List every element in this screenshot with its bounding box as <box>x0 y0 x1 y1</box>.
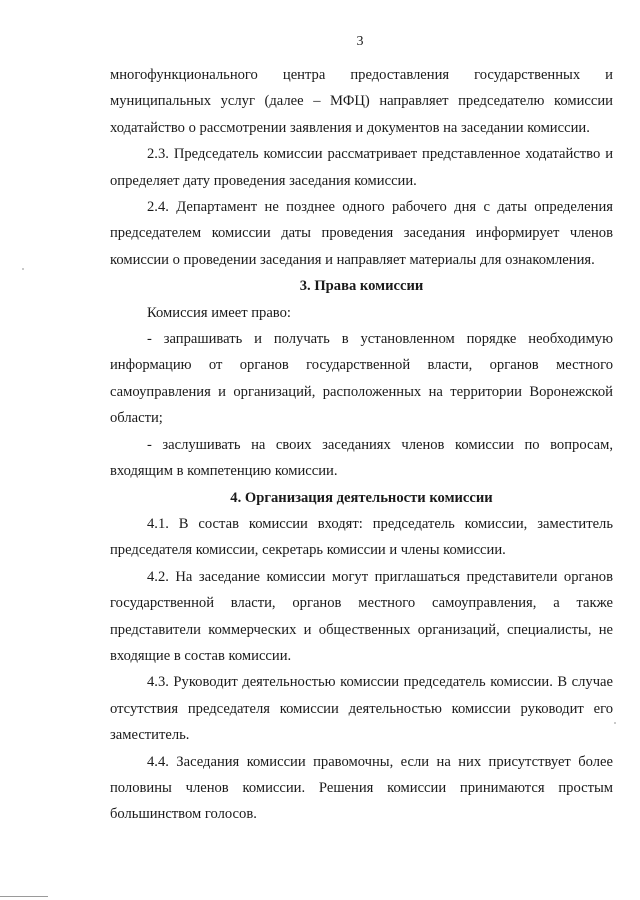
paragraph-2-4: 2.4. Департамент не позднее одного рабочего дня с даты определения председателем комиссии даты проведения заседания информирует членов комиссии о проведении заседания и направляет материалы для ознакомления. <box>110 199 613 268</box>
paragraph-mfc-petition: многофункционального центра предоставления государственных и муниципальных услуг (далее – МФЦ) направляет председателю комиссии ходатайство о рассмотрении заявления и документов на заседании комиссии. <box>110 67 613 136</box>
page-number: 3 <box>356 34 364 49</box>
paragraph-2-3: 2.3. Председатель комиссии рассматривает представленное ходатайство и определяет дату проведения заседания комиссии. <box>110 146 613 189</box>
paragraph-4-1: 4.1. В состав комиссии входят: председатель комиссии, заместитель председателя комиссии, секретарь комиссии и члены комиссии. <box>110 515 613 559</box>
paragraph-rights-intro: Комиссия имеет право: <box>147 304 291 321</box>
section-heading-4: 4. Организация деятельности комиссии <box>230 489 493 506</box>
paragraph-rights-hear-members: - заслушивать на своих заседаниях членов комиссии по вопросам, входящим в компетенцию комиссии. <box>110 436 613 480</box>
document-body <box>110 62 613 828</box>
paragraph-4-2: 4.2. На заседание комиссии могут приглашаться представители органов государственной власти, органов местного самоуправления, а также представители коммерческих и общественных организаций, специалисты, не входящие в состав комиссии. <box>110 568 613 664</box>
scan-speck <box>614 722 616 724</box>
scan-speck <box>22 268 24 270</box>
section-heading-3: 3. Права комиссии <box>299 278 424 295</box>
paragraph-4-3: 4.3. Руководит деятельностью комиссии председатель комиссии. В случае отсутствия председателя комиссии деятельностью комиссии руководит его заместитель. <box>110 674 613 744</box>
paragraph-4-4: 4.4. Заседания комиссии правомочны, если на них присутствует более половины членов комиссии. Решения комиссии принимаются простым большинством голосов. <box>110 753 613 823</box>
paragraph-rights-request-info: - запрашивать и получать в установленном порядке необходимую информацию от органов государственной власти, органов местного самоуправления и организаций, расположенных на территории Воронежской области; <box>110 331 613 427</box>
scan-edge-mark <box>0 896 48 897</box>
